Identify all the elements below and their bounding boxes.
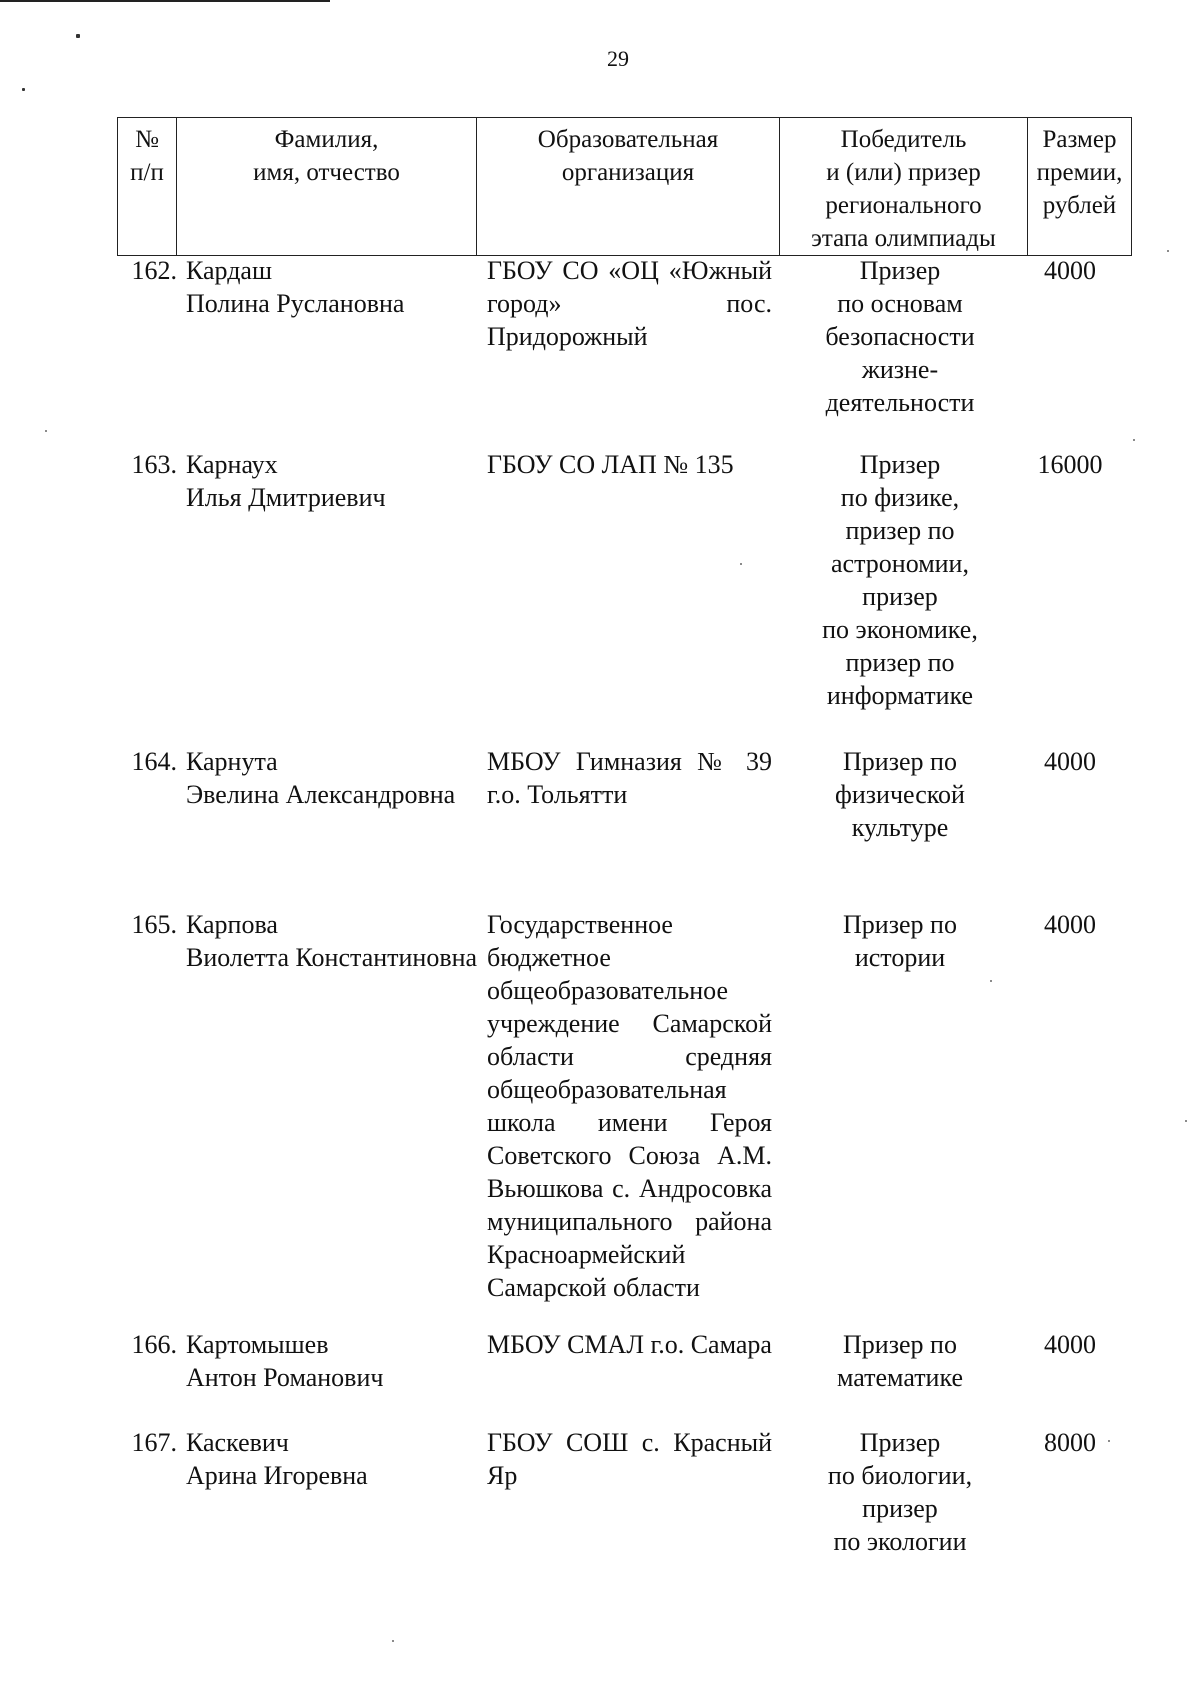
- award: Призер по биологии, призер по экологии: [827, 1428, 973, 1556]
- header-prize-label: Размер премии, рублей: [1036, 126, 1123, 219]
- student-name: Карпова Виолетта Константиновна: [186, 910, 478, 972]
- organization: МБОУ СМАЛ г.о. Самара: [487, 1330, 772, 1359]
- organization: ГБОУ СО ЛАП № 135: [487, 450, 734, 479]
- prize-amount: 4000: [1044, 256, 1096, 285]
- award: Призер по физической культуре: [835, 747, 965, 842]
- organization: ГБОУ СОШ с. Красный Яр: [487, 1428, 772, 1490]
- row-number: 163.: [131, 450, 177, 479]
- award: Призер по истории: [843, 910, 957, 972]
- prize-amount: 8000: [1044, 1428, 1096, 1457]
- header-prize: [1028, 118, 1132, 256]
- row-number: 164.: [131, 747, 177, 776]
- page-number: 29: [607, 46, 629, 71]
- prize-amount: 4000: [1044, 747, 1096, 776]
- row-number: 165.: [131, 910, 177, 939]
- header-name-label: Фамилия, имя, отчество: [253, 126, 400, 186]
- header-organization: [477, 118, 780, 256]
- student-name: Карнута Эвелина Александровна: [186, 747, 456, 809]
- header-number-label: № п/п: [130, 126, 164, 186]
- award: Призер по физике, призер по астрономии, призер по экономике, призер по информатике: [822, 450, 978, 710]
- header-number: [118, 118, 177, 256]
- student-name: Картомышев Антон Романович: [186, 1330, 384, 1392]
- student-name: Карнаух Илья Дмитриевич: [186, 450, 386, 512]
- student-name: Кардаш Полина Руслановна: [186, 256, 405, 318]
- prize-amount: 16000: [1037, 450, 1103, 479]
- row-number: 166.: [131, 1330, 177, 1359]
- header-award: [780, 118, 1028, 256]
- header-name: [177, 118, 477, 256]
- header-organization-label: Образовательная организация: [537, 126, 719, 186]
- header-award-label: Победитель и (или) призер регионального этапа олимпиады: [811, 126, 996, 252]
- organization: ГБОУ СО «ОЦ «Южный город» пос. Придорожный: [487, 256, 772, 351]
- prize-amount: 4000: [1044, 1330, 1096, 1359]
- award: Призер по математике: [837, 1330, 963, 1392]
- award: Призер по основам безопасности жизне- деятельности: [825, 256, 975, 417]
- organization: МБОУ Гимназия № 39 г.о. Тольятти: [487, 747, 772, 809]
- row-number: 162.: [131, 256, 177, 285]
- top-rule: [0, 0, 330, 2]
- table-header: [117, 117, 1132, 256]
- student-name: Каскевич Арина Игоревна: [186, 1428, 368, 1490]
- row-number: 167.: [131, 1428, 177, 1457]
- organization: Государственное бюджетное общеобразовательное учреждение Самарской области средняя общеобразовательная школа имени Героя Советского Союза А.М. Вьюшкова с. Андросовка муниципального района Красноармейский Самарской области: [487, 910, 772, 1302]
- prize-amount: 4000: [1044, 910, 1096, 939]
